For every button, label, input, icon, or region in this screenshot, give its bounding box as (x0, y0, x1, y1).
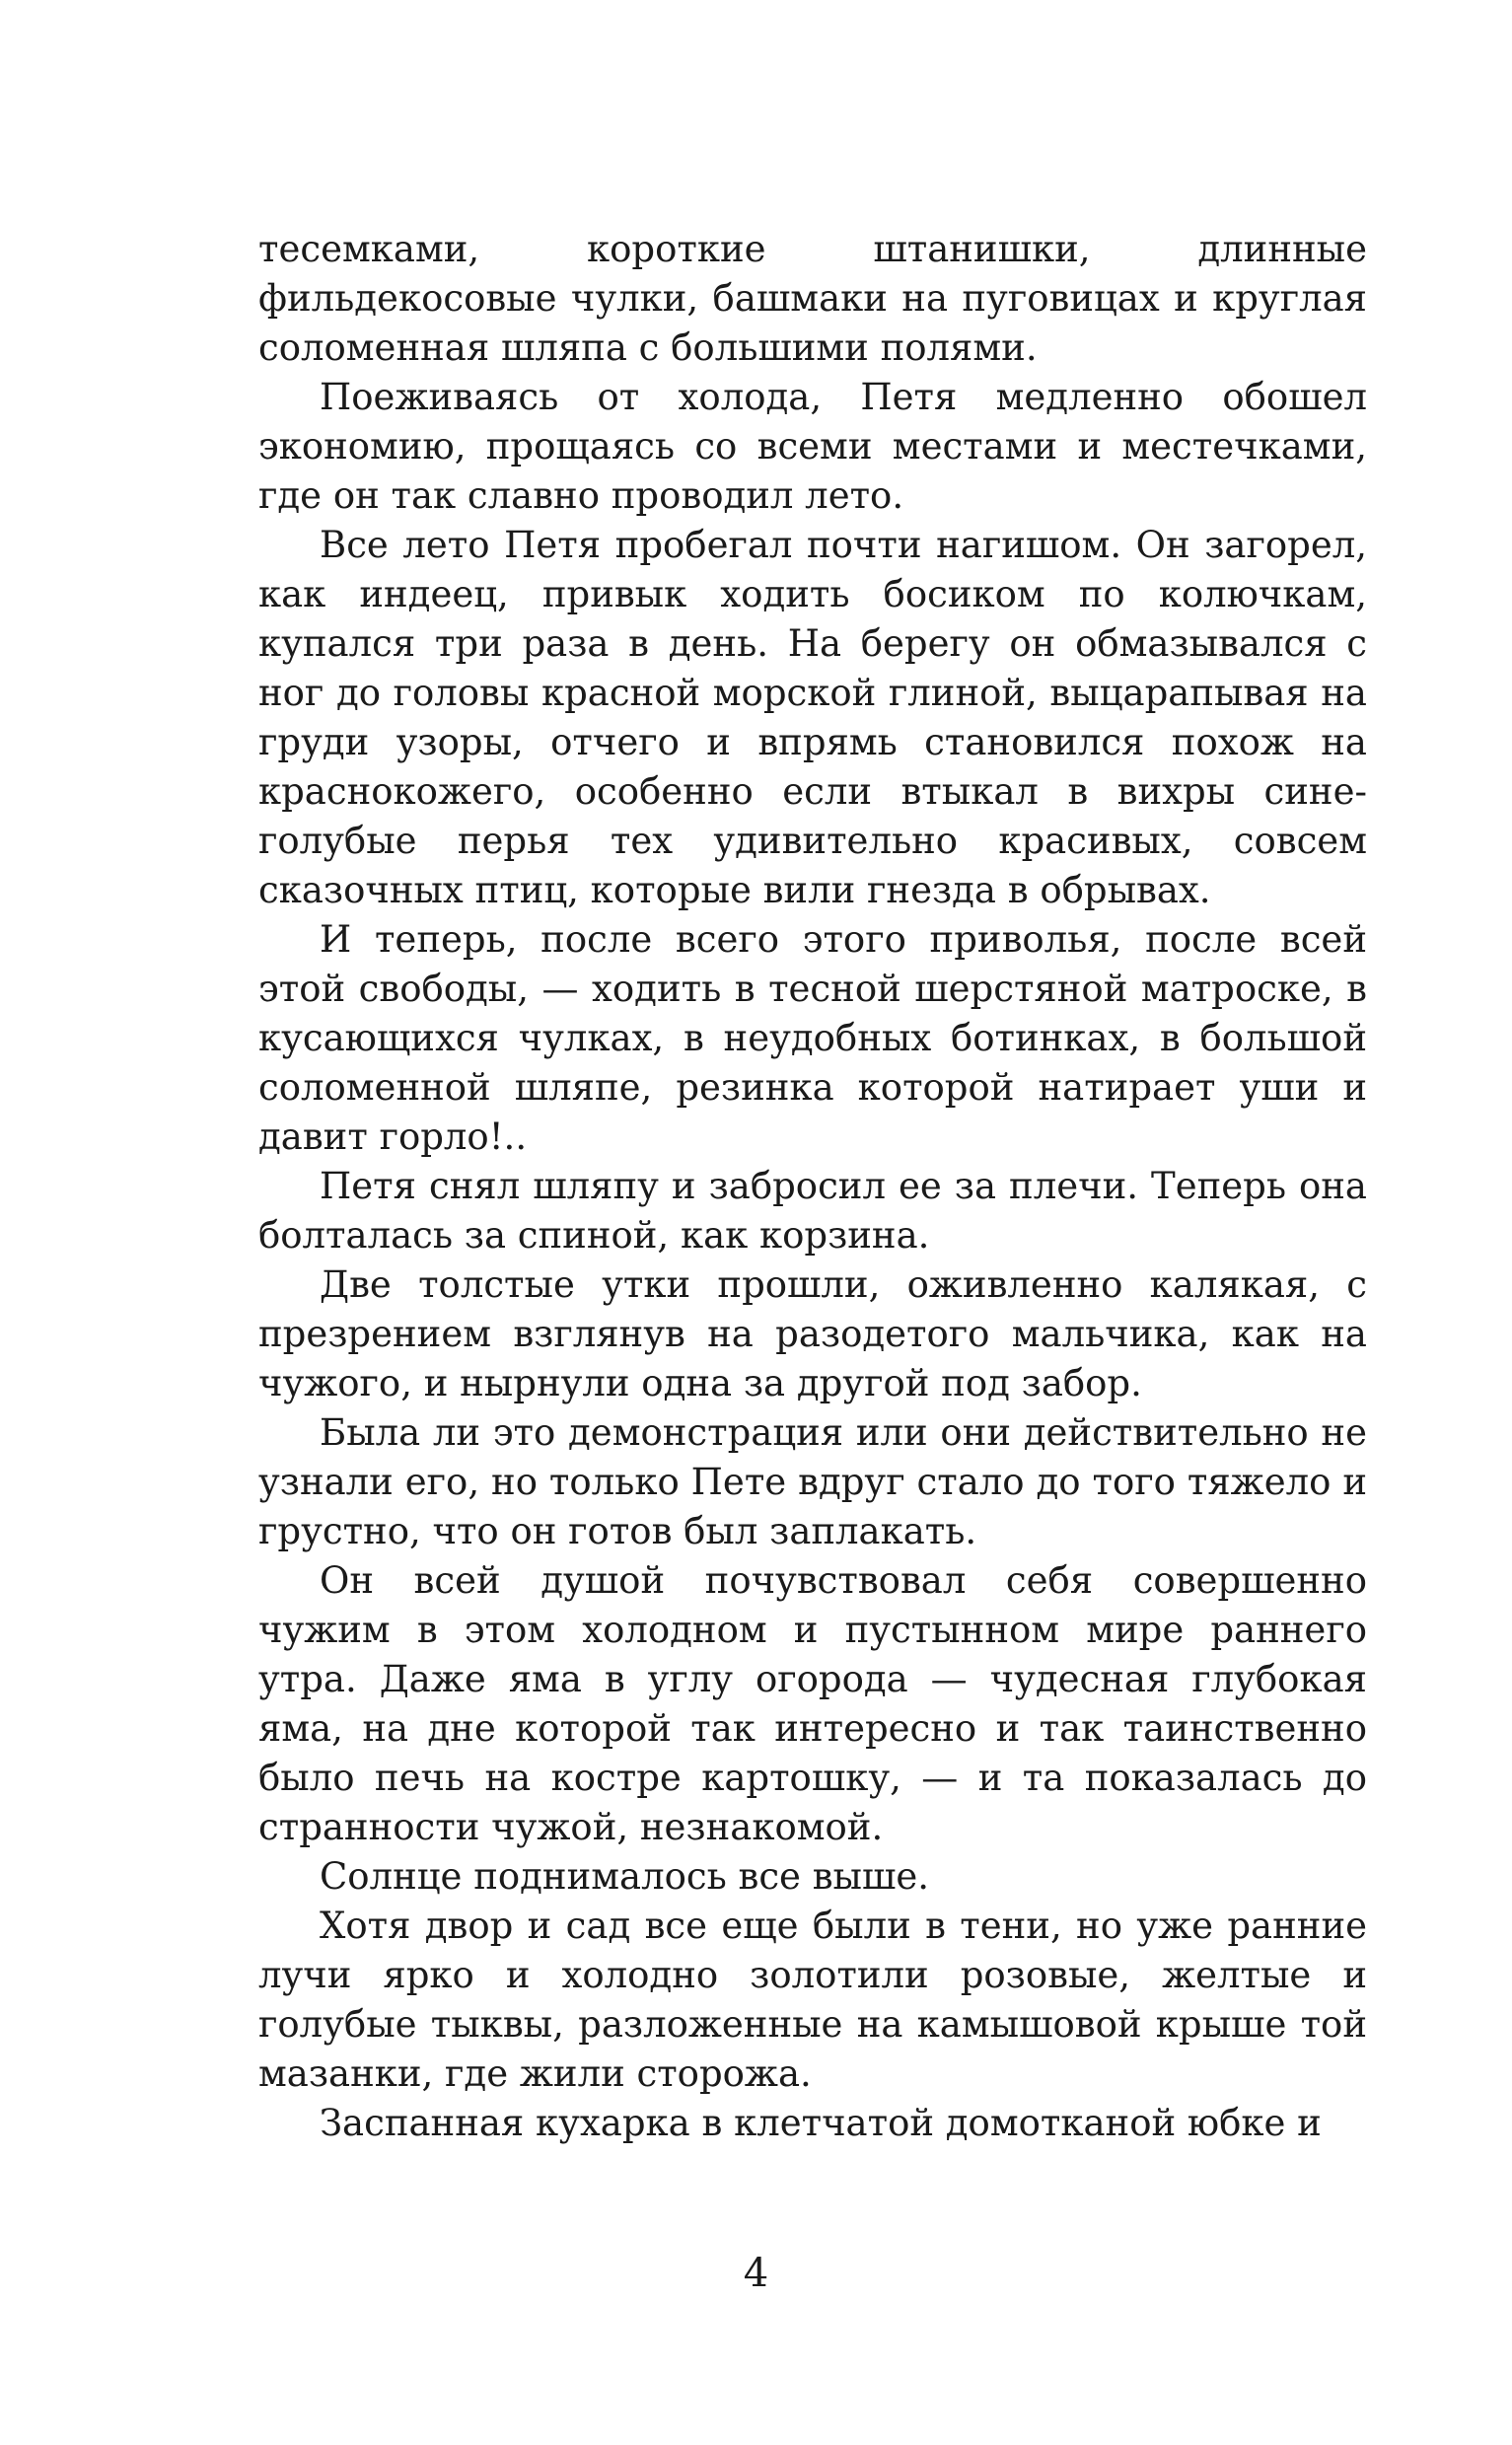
paragraph: Заспанная кухарка в клетчатой домотканой юбке и (320, 2102, 1322, 2144)
paragraph: Все лето Петя пробегал почти нагишом. Он загорел, как индеец, привык ходить босиком по колючкам, купался три раза в день. На берегу он обмазывался с ног до головы красной морской глиной, выцарапывая на груди узоры, отчего и впрямь становился похож на краснокожего, особенно если втыкал в вихры сине-голубые перья тех удивительно красивых, совсем сказочных птиц, которые вили гнезда в обрывах. (258, 524, 1367, 911)
paragraph: Две толстые утки прошли, оживленно калякая, с презрением взглянув на разодетого мальчика, как на чужого, и нырнули одна за другой под забор. (258, 1263, 1367, 1404)
paragraph: И теперь, после всего этого приволья, после всей этой свободы, — ходить в тесной шерстяной матроске, в кусающихся чулках, в неудобных ботинках, в большой соломенной шляпе, резинка которой натирает уши и давит горло!.. (258, 918, 1367, 1158)
paragraph: Он всей душой почувствовал себя совершенно чужим в этом холодном и пустынном мире раннего утра. Даже яма в углу огорода — чудесная глубокая яма, на дне которой так интересно и так таинственно было печь на костре картошку, — и та показалась до странности чужой, незнакомой. (258, 1559, 1367, 1848)
paragraph: тесемками, короткие штанишки, длинные фильдекосовые чулки, башмаки на пуговицах и круглая соломенная шляпа с большими полями. (258, 228, 1367, 369)
page-number: 4 (743, 2251, 769, 2296)
paragraph: Была ли это демонстрация или они действительно не узнали его, но только Пете вдруг стало до того тяжело и грустно, что он готов был заплакать. (258, 1411, 1367, 1552)
body-text (258, 225, 1367, 2148)
paragraph: Поеживаясь от холода, Петя медленно обошел экономию, прощаясь со всеми местами и местечками, где он так славно проводил лето. (258, 376, 1367, 517)
paragraph: Петя снял шляпу и забросил ее за плечи. Теперь она болталась за спиной, как корзина. (258, 1165, 1367, 1257)
paragraph: Хотя двор и сад все еще были в тени, но уже ранние лучи ярко и холодно золотили розовые, желтые и голубые тыквы, разложенные на камышовой крыше той мазанки, где жили сторожа. (258, 1905, 1367, 2095)
paragraph: Солнце поднималось все выше. (320, 1855, 930, 1898)
